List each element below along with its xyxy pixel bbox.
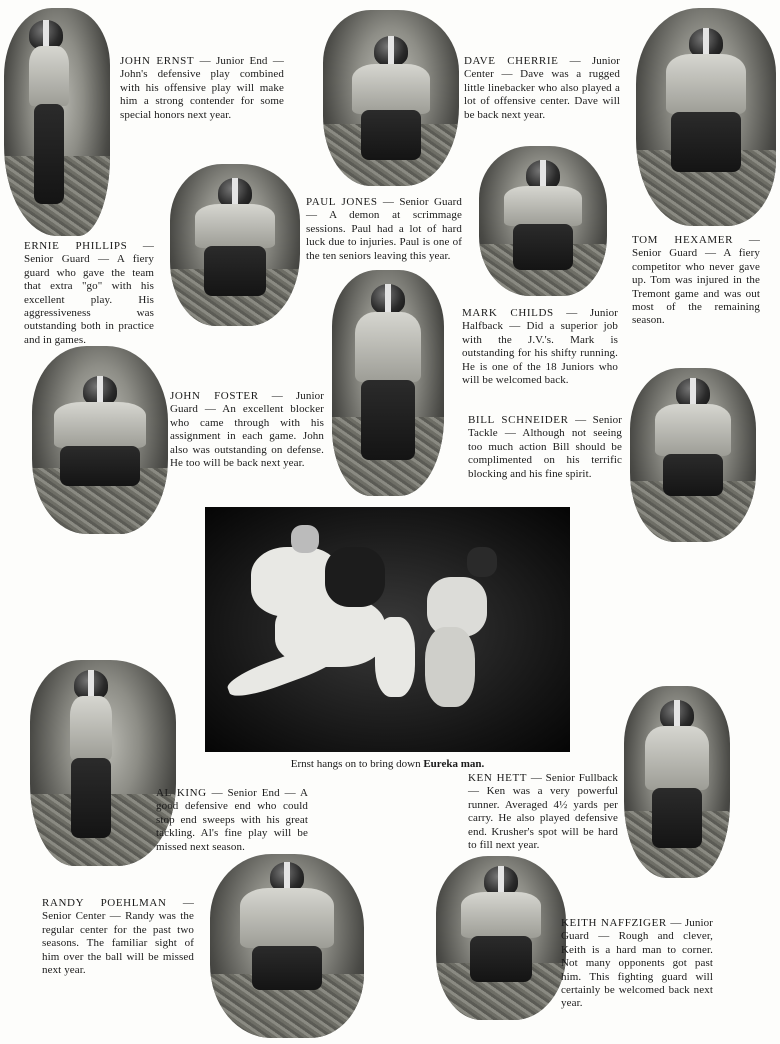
photo-randy-poehlman <box>210 854 364 1038</box>
caption-name: TOM HEXAMER <box>632 234 734 246</box>
photo-al-king <box>30 660 176 866</box>
caption-name: ERNIE PHILLIPS <box>24 240 128 252</box>
caption-text: — Senior Center — Randy was the regular center for the past two seasons. The familiar sight of him over the ball will be missed next year. <box>42 897 195 977</box>
action-photo <box>205 507 570 752</box>
caption-text: — Junior End — John's defensive play combined with his offensive play will make him a strong contender for some special honors next year. <box>120 55 284 121</box>
caption-text: — Senior Tackle — Although not seeing too much action Bill should be complimented on his terrific blocking and his fine spirit. <box>468 414 622 480</box>
caption-text: — Junior Guard — Rough and clever, Keith is a hard man to corner. Not many opponents got past him. This fighting guard will certainly be welcomed back next year. <box>561 917 713 1010</box>
photo-dave-cherrie <box>323 10 459 186</box>
photo-keith-naffziger <box>436 856 566 1020</box>
caption-ken-hett <box>468 772 618 852</box>
caption-name: AL KING <box>156 787 207 799</box>
photo-john-ernst <box>4 8 110 236</box>
caption-bill-schneider <box>468 414 622 481</box>
caption-text: — Senior End — A good defensive end who could stop end sweeps with his great tackling. Al's fine play will be missed next season. <box>156 787 308 853</box>
caption-text: — Senior Fullback — Ken was a very powerful runner. Averaged 4½ yards per carry. He also played defensive end. Krusher's spot will be hard to fill next year. <box>468 772 619 852</box>
caption-name: BILL SCHNEIDER <box>468 414 569 426</box>
caption-name: RANDY POEHLMAN <box>42 897 167 909</box>
photo-john-foster <box>32 346 168 534</box>
photo-paul-jones <box>170 164 300 326</box>
caption-name: MARK CHILDS <box>462 307 554 319</box>
caption-john-foster <box>170 390 324 470</box>
caption-name: JOHN FOSTER <box>170 390 259 402</box>
caption-text: — Senior Guard — A demon at scrimmage sessions. Paul had a lot of hard luck due to injuries. Paul is one of the ten seniors leaving this year. <box>306 196 462 262</box>
caption-john-ernst <box>120 55 284 122</box>
caption-text: — Junior Center — Dave was a rugged little linebacker who also played a lot of offensive center. Dave will be back next year. <box>464 55 621 121</box>
caption-text: — Junior Guard — An excellent blocker who came through with his assignment in each game. John also was outstanding on defense. He too will be back next year. <box>170 390 325 470</box>
caption-tom-hexamer <box>632 234 760 328</box>
caption-randy-poehlman <box>42 897 194 977</box>
caption-paul-jones <box>306 196 462 263</box>
photo-ken-hett <box>624 686 730 878</box>
caption-name: DAVE CHERRIE <box>464 55 559 67</box>
photo-bill-schneider <box>630 368 756 542</box>
caption-text: — Junior Halfback — Did a superior job with the J.V.'s. Mark is outstanding for his shifty running. He is one of the 18 Juniors who will be welcomed back. <box>462 307 618 387</box>
caption-text: — Senior Guard — A fiery competitor who never gave up. Tom was injured in the Tremont game and was out most of the remaining season. <box>632 234 760 327</box>
caption-keith-naffziger <box>561 917 713 1011</box>
action-caption-text: Ernst hangs on to bring down <box>290 758 424 770</box>
caption-dave-cherrie <box>464 55 620 122</box>
photo-mark-childs <box>479 146 607 296</box>
caption-name: KEN HETT <box>468 772 528 784</box>
caption-name: KEITH NAFFZIGER <box>561 917 667 929</box>
photo-center-player <box>332 270 444 496</box>
caption-name: JOHN ERNST <box>120 55 195 67</box>
caption-text: — Senior Guard — A fiery guard who gave the team that extra "go" with his excellent play. His aggressiveness was outstanding both in practice and in games. <box>24 240 155 346</box>
photo-tom-hexamer <box>636 8 776 226</box>
action-caption-bold: Eureka man. <box>423 758 485 770</box>
caption-ernie-phillips <box>24 240 154 347</box>
caption-al-king <box>156 787 308 854</box>
caption-name: PAUL JONES <box>306 196 378 208</box>
caption-mark-childs <box>462 307 618 387</box>
action-photo-caption <box>205 758 570 770</box>
